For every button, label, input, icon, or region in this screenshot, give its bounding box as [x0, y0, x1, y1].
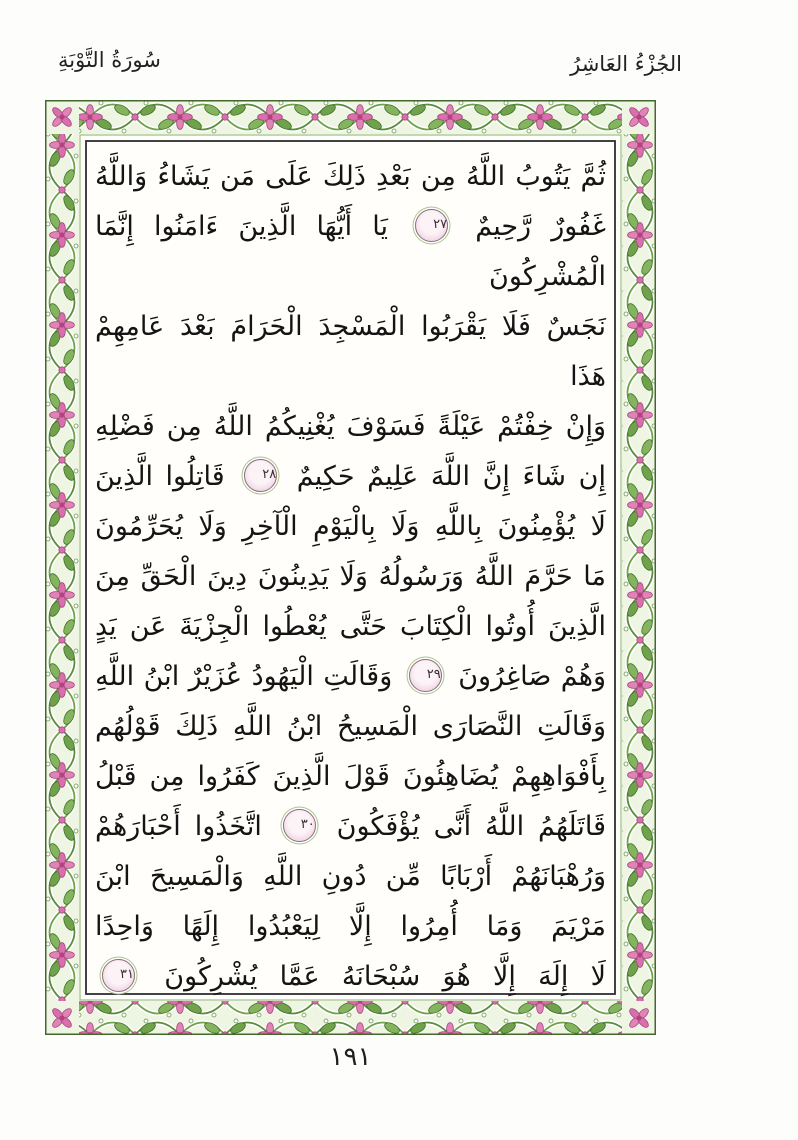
quran-text-segment: وَرُهْبَانَهُمْ أَرْبَابًا مِّن دُونِ اللَّهِ وَالْمَسِيحَ ابْنَ [95, 861, 606, 892]
quran-text-segment: قَاتَلَهُمُ اللَّهُ أَنَّى يُؤْفَكُونَ [336, 811, 606, 842]
verse-number-medallion: ٣٠ [283, 809, 316, 842]
quran-text-segment: وَهُمْ صَاغِرُونَ [458, 661, 606, 692]
quran-text-segment: لَا إِلَهَ إِلَّا هُوَ سُبْحَانَهُ عَمَّا يُشْرِكُونَ [164, 961, 606, 992]
quran-line [95, 452, 606, 502]
verse-number-medallion: ٢٩ [409, 659, 442, 692]
quran-line [95, 152, 606, 202]
verse-number-medallion: ٢٨ [244, 459, 277, 492]
quran-line [95, 802, 606, 852]
quran-line [95, 502, 606, 552]
quran-text-segment: يَا أَيُّهَا الَّذِينَ ءَامَنُوا إِنَّمَا الْمُشْرِكُونَ [95, 211, 606, 292]
quran-text-segment: اتَّخَذُوا أَحْبَارَهُمْ [95, 811, 262, 842]
juz-header: الجُزْءُ العَاشِرُ [570, 52, 682, 76]
quran-line [95, 202, 606, 302]
quran-line [95, 602, 606, 652]
quran-line [95, 402, 606, 452]
quran-text-area [91, 146, 610, 992]
verse-number-medallion: ٣١ [102, 959, 135, 992]
quran-line [95, 952, 606, 1002]
page-number: ١٩١ [329, 1042, 372, 1072]
quran-line [95, 702, 606, 752]
quran-text-segment: وَقَالَتِ النَّصَارَى الْمَسِيحُ ابْنُ اللَّهِ ذَلِكَ قَوْلُهُم [95, 711, 606, 742]
quran-text-segment: نَجَسٌ فَلَا يَقْرَبُوا الْمَسْجِدَ الْحَرَامَ بَعْدَ عَامِهِمْ هَذَا [95, 311, 606, 392]
page-frame [45, 100, 656, 1035]
quran-text-segment: وَقَالَتِ الْيَهُودُ عُزَيْرٌ ابْنُ اللَّهِ [95, 661, 393, 692]
quran-text-segment: لَا يُؤْمِنُونَ بِاللَّهِ وَلَا بِالْيَوْمِ الْآخِرِ وَلَا يُحَرِّمُونَ [95, 511, 606, 542]
quran-line [95, 852, 606, 902]
quran-text-segment: غَفُورٌ رَّحِيمٌ [475, 211, 606, 242]
quran-text-segment: وَإِنْ خِفْتُمْ عَيْلَةً فَسَوْفَ يُغْنِيكُمُ اللَّهُ مِن فَضْلِهِ [95, 411, 606, 442]
quran-text-segment: بِأَفْوَاهِهِمْ يُضَاهِئُونَ قَوْلَ الَّذِينَ كَفَرُوا مِن قَبْلُ [95, 761, 606, 792]
quran-text-segment: قَاتِلُوا الَّذِينَ [95, 461, 225, 492]
verse-number-medallion: ٢٧ [415, 209, 448, 242]
quran-text-segment: الَّذِينَ أُوتُوا الْكِتَابَ حَتَّى يُعْطُوا الْجِزْيَةَ عَن يَدٍ [95, 611, 606, 642]
quran-line [95, 652, 606, 702]
quran-line [95, 752, 606, 802]
surah-header: سُورَةُ التَّوْبَةِ [58, 48, 161, 72]
quran-line [95, 552, 606, 602]
quran-line [95, 302, 606, 402]
quran-text-segment: إِن شَاءَ إِنَّ اللَّهَ عَلِيمٌ حَكِيمٌ [296, 461, 606, 492]
quran-text-segment: مَا حَرَّمَ اللَّهُ وَرَسُولُهُ وَلَا يَدِينُونَ دِينَ الْحَقِّ مِنَ [95, 561, 606, 592]
quran-text-segment: ثُمَّ يَتُوبُ اللَّهُ مِن بَعْدِ ذَلِكَ عَلَى مَن يَشَاءُ وَاللَّهُ [95, 161, 606, 192]
quran-line [95, 902, 606, 952]
quran-text-segment: مَرْيَمَ وَمَا أُمِرُوا إِلَّا لِيَعْبُدُوا إِلَهًا وَاحِدًا [95, 911, 606, 942]
